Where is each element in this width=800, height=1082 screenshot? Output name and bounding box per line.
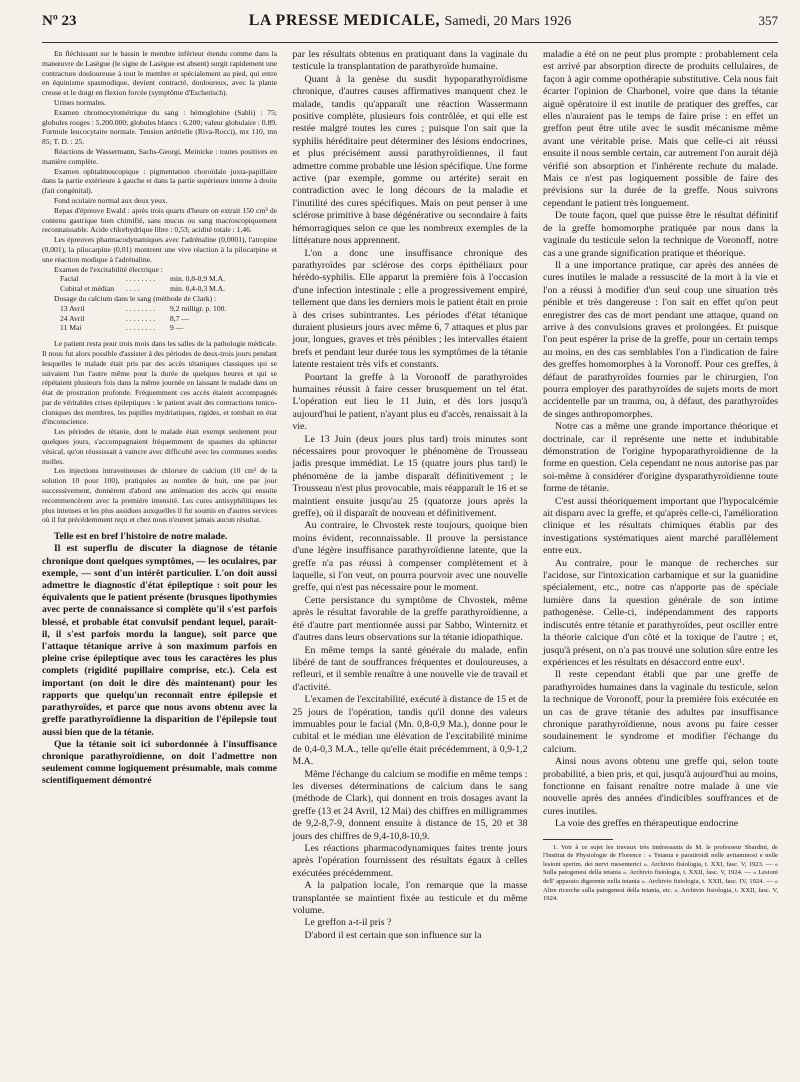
calcium-row xyxy=(60,323,277,333)
paragraph: L'on a donc une insuffisance chronique des parathyroïdes par sclérose des corps épithéliaux pour hérédo-syphilis. Elle apparut la première fois à l'occasion d'une infection intestinale ; elle a progressivement empiré, tellement que dans les derniers mois le patient était en proie à des crises subintrantes. Les périodes d'état tétanique duraient plusieurs jours avec même 6, 7 attaques et plus par jour, longues, graves et très pénibles ; les intervalles étaient brefs et pendant leur durée tous les symptômes de la tétanie latente restaient très vifs et constants. xyxy=(292,247,528,371)
paragraph: Examen ophtalmoscopique : pigmentation choroïdale juxta-papillaire dans la partie extérieure à gauche et dans la partie supérieure interne à droite (fait congénital). xyxy=(42,166,277,196)
paragraph: Le patient resta pour trois mois dans les salles de la pathologie médicale. Il nous fut alors possible d'assister à des périodes de deux-trois jours pendant lesquelles le malade était pris par des accès tétaniques classiques qui se suivaient l'un l'autre même pour la durée de quelques heures et qui se répétaient plusieurs fois dans la même journée en laissant le malade dans un état de prostration profonde. Fréquemment ces accès étaient accompagnés par de véritables crises épileptiques : le patient avait des contractions tonico-cloniques des membres, les pupilles mydriatiques, rigides, et tombait en état d'inconscience. xyxy=(42,339,277,427)
page-number-right: 357 xyxy=(758,13,778,28)
measure-value: min. 0,8-0,9 M.A. xyxy=(170,274,226,284)
paragraph: Les réactions pharmacodynamiques faites trente jours après l'opération fournissent des résultats égaux à celles exécutées précédemment. xyxy=(292,843,528,879)
paragraph: Pourtant la greffe à la Voronoff de parathyroïdes humaines réussit à faire cesser brusquement un tel état. L'opération eut lieu le 11 Juin, et dès lors jusqu'à aujourd'hui le patient, n'ayant plus eu d'accès, renaissait à la vie. xyxy=(292,371,528,433)
leader-dots: ........ xyxy=(126,274,158,284)
paragraph: Dosage du calcium dans le sang (méthode de Clark) : xyxy=(54,293,217,303)
leader-dots: ........ xyxy=(126,303,158,313)
journal-title xyxy=(249,12,572,30)
page-number-left: Nº 23 xyxy=(42,13,77,29)
paragraph: La voie des greffes en thérapeutique endocrine xyxy=(555,818,739,830)
paragraph: Notre cas a même une grande importance théorique et doctrinale, car il représente une nette et indubitable démonstration de l'origine hypoparathyroïdienne de la forme en question. Cela cependant ne nous autorise pas par soi-même à considérer d'origine dysparathyroïdienne toute forme de tétanie. xyxy=(543,421,778,495)
paragraph: Fond oculaire normal aux deux yeux. xyxy=(54,195,168,205)
page-header xyxy=(42,12,778,38)
paragraph: Que la tétanie soit ici subordonnée à l'insuffisance chronique parathyroïdienne, on doit l'admettre non seulement comme logiquement présumable, mais comme scientifiquement démontré xyxy=(42,738,277,787)
paragraph: Les injections intraveineuses de chlorure de calcium (10 cm³ de la solution 10 pour 100), pratiquées au nombre de huit, une par jour successivement, donnèrent d'abord une atténuation des accès qui ensuite recommencèrent avec la première intensité. Les cures antisyphilitiques les plus intenses et les plus assidues auxquelles il fut soumis en d'autres services où il fut précédemment reçu et chez nous n'eurent jamais aucun résultat. xyxy=(42,466,277,525)
header-rule xyxy=(42,42,778,43)
leader-dots: ........ xyxy=(126,323,158,333)
calcium-value: 9 — xyxy=(170,323,184,333)
paragraph: Le 13 Juin (deux jours plus tard) trois minutes sont nécessaires pour provoquer le phénomène de Trousseau jadis presque immédiat. Le 15 (quatre jours plus tard) le phénomène de la jambe disparaît définitivement ; le Trousseau n'est plus provocable, mais réapparaît le 16 et se maintient ensuite jusqu'au 25 (quatorze jours après la greffe), où il disparaît de nouveau et définitivement. xyxy=(292,433,528,520)
paragraph: Telle est en bref l'histoire de notre malade. xyxy=(54,531,228,543)
column-3 xyxy=(543,49,778,942)
measure-label: Cubital et médian xyxy=(60,284,114,294)
paragraph: L'examen de l'excitabilité, exécuté à distance de 15 et de 25 jours de l'opération, tandis qu'il donne des valeurs immuables pour le facial (Mn. 0,8-0,9 Ma.), donne pour le cubital et le médian une élévation de l'excitabilité minime de 0,4-0,3 M.A., telle qu'elle était précédemment, à 0,9-1,2 M.A. xyxy=(292,694,528,768)
article-columns xyxy=(42,49,778,942)
calcium-date: 11 Mai xyxy=(60,323,82,333)
paragraph: D'abord il est certain que son influence sur la xyxy=(304,929,482,941)
measure-label: Facial xyxy=(60,274,79,284)
paragraph: En fléchissant sur le bassin le membre inférieur étendu comme dans la manœuvre de Lasègue (le signe de Lasègue est absent) surgit rapidement une contracture douloureuse à tout le membre et spécialement au pied, qui entre en équinisme spasmodique, devient contracté, douloureux, avec la plante creuse et le doigt en flexion forcée (symptôme d'Escherisch). xyxy=(42,49,277,98)
paragraph: Examen chromocytométrique du sang : hémoglobine (Sahli) : 75; globules rouges : 5.200.000; globules blancs : 6.200; valeur globulaire : 0.89. Formule leucocytaire normale. Tension artérielle (Riva-Rocci), mx 110, mn 85; T. D. : 25. xyxy=(42,107,277,147)
paragraph: Cette persistance du symptôme de Chvostek, même après le résultat favorable de la greffe parathyroïdienne, a été d'autre part mentionnée aussi par Sabbo, Winternitz et d'autres dans leurs observations sur la tétanie idiopathique. xyxy=(292,594,528,644)
paragraph: Les périodes de tétanie, dont le malade était exempt seulement pour quelques jours, s'accompagnaient fréquemment de spasmes du sphincter vésical, qu'on réussissait à vaincre avec difficulté avec les communes sondes molles. xyxy=(42,427,277,466)
calcium-date: 13 Avril xyxy=(60,303,85,313)
measure-row xyxy=(60,274,277,284)
paragraph: Il a une importance pratique, car après des années de cures inutiles le malade a ressuscité de la mort à la vie et l'on a réussi à modifier d'un seul coup une situation très pénible et très dangereuse : l'on sait en effet qu'on peut enregistrer des cas de mort pendant une attaque, quand on arrive à des convulsions graves et prolongées. Et puisque l'on peut espérer la prise de la greffe, pour un certain temps au moins, en des cas semblables l'on a l'indication de faire des greffes homomorphes à la Voronoff. Pour ces greffes, à défaut de parathyroïdes fournies par le chirurgien, l'on pourra employer des parathyroïdes de sujets morts de mort accidentelle par un trauma, ou, à défaut, des parathyroïdes de singes anthropomorphes. xyxy=(543,259,778,420)
footnote-text: 1. Voir à ce sujet les travaux très intéressants de M. le professeur Sbardini, de l'Institut de Physiologie de Florence : « Tetania e paratiroidi nelle avitaminosi e nelle lesioni sperim. dei nervi mesenterici ». Archivio fisiologia, t. XXI, fasc. V, 1923. — « Sulla patogenesi della tetania ». Archivio fisiologia, t. XXII, fasc. V, 1924. — « Lesioni dell' apparato digerente nella tetania ». Archivio fisiologia, t. XXII, fasc. IV, 1924. — « Altre ricerche sulla patogenesi della tetania, etc. ». Archivio fisiologia, t. XXII, fasc. V, 1924. xyxy=(543,843,778,903)
calcium-row xyxy=(60,314,277,324)
leader-dots: .... xyxy=(126,284,142,294)
paragraph: Même l'échange du calcium se modifie en même temps : les diverses déterminations de calcium dans le sang (méthode de Clark), qui donnent en trois dosages avant la greffe (13 et 24 Avril, 12 Mai) des chiffres en milligrammes de 9,2-8,7-9, donnent ensuite à distance de 15, 20 et 38 jours des chiffres de 9,4-10,8-10,9. xyxy=(292,768,528,842)
paragraph: En même temps la santé générale du malade, enfin libéré de tant de souffrances fréquentes et douloureuses, a refleuri, et il semble renaître à une nouvelle vie de travail et d'activité. xyxy=(292,644,528,693)
calcium-value: 8,7 — xyxy=(170,313,189,323)
measure-row xyxy=(60,284,277,294)
paragraph: C'est aussi théoriquement important que l'hypocalcémie ait disparu avec la greffe, et qu'après celle-ci, l'amélioration clinique et les résultats chimiques établis par des investigations systématiques aient marché parallèlement entre eux. xyxy=(543,495,778,557)
calcium-table xyxy=(42,304,277,333)
calcium-intro xyxy=(42,294,277,304)
paragraph: Le greffon a-t-il pris ? xyxy=(304,917,392,929)
issue-date: Samedi, 20 Mars 1926 xyxy=(444,14,572,29)
paragraph: Les épreuves pharmacodynamiques avec l'adrénaline (0,0001), l'atropine (0,001), la pilocarpine (0,01) montrent une vive réaction à la pilocarpine et une réaction modique à l'adrénaline. xyxy=(42,235,277,264)
journal-name: LA PRESSE MEDICALE, xyxy=(248,12,441,29)
discussion-text xyxy=(42,531,277,787)
measure-value: min. 0,4-0,3 M.A. xyxy=(170,284,226,294)
calcium-date: 24 Avril xyxy=(60,313,85,323)
case-details xyxy=(42,49,277,274)
calcium-row xyxy=(60,304,277,314)
paragraph: Réactions de Wassermann, Sachs-Georgi, Meinicke : toutes positives en manière complète. xyxy=(42,146,277,166)
paragraph: Urines normales. xyxy=(54,97,106,107)
paragraph: Quant à la genèse du susdit hypoparathyroïdisme chronique, d'autres causes affirmatives manquent chez le malade, tandis qu'apparaît une réaction Wassermann positive complète, plusieurs fois contrôlée, et qui elle est restée malgré toutes les cures ; puisque l'on sait que la syphilis héréditaire peut déterminer des lésions endocrines, et plus précisément aussi parathyroïdiennes, il faut admettre comme probable une lésion spécifique. Une forme active (par exemple, gomme ou artérite) serait en contradiction avec le long décours de la maladie et l'inutilité des cures spécifiques. Mais on peut penser à une sclérose primitive à base dégénérative ou secondaire à faits hémorragiques selon ce que les nombreux exemples de la littérature nous apprennent. xyxy=(292,73,528,247)
excitability-table xyxy=(42,274,277,294)
paragraph: Il est superflu de discuter la diagnose de tétanie chronique dont quelques symptômes, — les oculaires, par exemple, — sont d'un intérêt particulier. L'on doit aussi admettre le diagnostic d'état épileptique : soit pour les équivalents que le patient présente (brusques lipothymies avec perte de connaissance si complète qu'il s'est parfois blessé, et probable état convulsif pendant lequel, paraît-il, il s'est parfois mordu la langue), soit parce que l'attaque tétanique arrive à son maximum parfois en pleine crise épileptique avec tous les caractères les plus complets (rigidité pupillaire comprise, etc.). Cela est important (on doit le dire dès maintenant) pour les rapports que quelqu'un reconnaît entre épilepsie et parathyroïdes, et parce que nous avons obtenu avec la greffe parathyroïdienne la disparition de l'épilepsie tout aussi bien que de la tétanie. xyxy=(42,543,277,738)
paragraph: Ainsi nous avons obtenu une greffe qui, selon toute probabilité, a bien pris, et qui, jusqu'à aujourd'hui au moins, fonctionne en faisant renaître notre malade à une vie nouvelle après des années d'indicibles souffrances et de cures inutiles. xyxy=(543,756,778,817)
case-evolution xyxy=(42,339,277,525)
column-1 xyxy=(42,49,277,942)
paragraph: Repas d'épreuve Ewald : après trois quarts d'heure on extrait 150 cm³ de contenu gastrique bien chimifié, sans mucus ou sang macroscopiquement reconnaissable. Acide chlorhydrique libre : 0,53; acidité totale : 1,46. xyxy=(42,205,277,235)
footnote-separator xyxy=(543,839,613,840)
calcium-value: 9,2 milligr. p. 100. xyxy=(170,303,227,313)
paragraph: Il reste cependant établi que par une greffe de parathyroïdes humaines dans la vaginale du testicule, selon la technique de Voronoff, pour la première fois exécutée en un cas de grave tétanie des adultes par insuffisance chronique parathyroïdienne, nous avons pu faire cesser soudainement le syndrome et modifier l'échange du calcium. xyxy=(543,669,778,755)
paragraph: Examen de l'excitabilité électrique : xyxy=(54,264,163,274)
paragraph: A la palpation locale, l'on remarque que la masse transplantée se maintient fixée au testicule et du même volume. xyxy=(292,880,528,917)
paragraph: par les résultats obtenus en pratiquant dans la vaginale du testicule la transplantation de parathyroïde humaine. xyxy=(292,49,528,73)
paragraph: maladie a été on ne peut plus prompte : probablement cela est arrivé par absorption directe de produits cellulaires, de façon à agir comme opothérapie substitutive. Cela nous fait écarter l'opinion de Charbonel, voire que dans la tétanie aiguë opératoire il est inutile de pratiquer des greffes, car elles n'auraient pas le temps de faire prise : en effet un greffon peut être utile avec le susdit mécanisme même avant une véritable prise. Mais que celle-ci ait réussi ensuite il nous semble certain, car autrement l'on aurait déjà vérifié son absorption et l'inhérente rechute du malade. Mais ce n'est pas logiquement possible de faire des prévisions sur la durée de la greffe. Nous suivrons cependant le patient très longuement. xyxy=(543,49,778,209)
paragraph: De toute façon, quel que puisse être le résultat définitif de la greffe homomorphe pratiquée par nous dans la vaginale du testicule selon la technique de Voronoff, notre cas a une grande signification pratique et théorique. xyxy=(543,210,778,259)
column-2 xyxy=(293,49,528,942)
leader-dots: ........ xyxy=(126,313,158,323)
paragraph: Au contraire, le Chvostek reste toujours, quoique bien moins évident, reconnaissable. Il prouve la persistance d'une légère insuffisance parathyroïdienne latente, que la greffe n'a pas réussi à compenser complètement et à laquelle, si l'on veut, on pourra pourvoir avec une nouvelle greffe, qui n'est pas nécessaire pour le moment. xyxy=(292,520,528,594)
footnote xyxy=(543,844,778,904)
paragraph: Au contraire, pour le manque de recherches sur l'acidose, sur l'intoxication carbamique et sur la guanidine spécialement, etc., notre cas n'apporte pas de spéciale lumière dans la question générale de son intime pathogenèse. Celle-ci, indépendamment des rapports indiscutés entre tétanie et parathyroïdes, peut osciller entre la théorie calcique d'un côté et la toxique de l'autre ; et, jusqu'à présent, on n'a pas trouvé une solution sûre entre les expériences et les résultats en désaccord entre eux¹. xyxy=(543,557,778,668)
